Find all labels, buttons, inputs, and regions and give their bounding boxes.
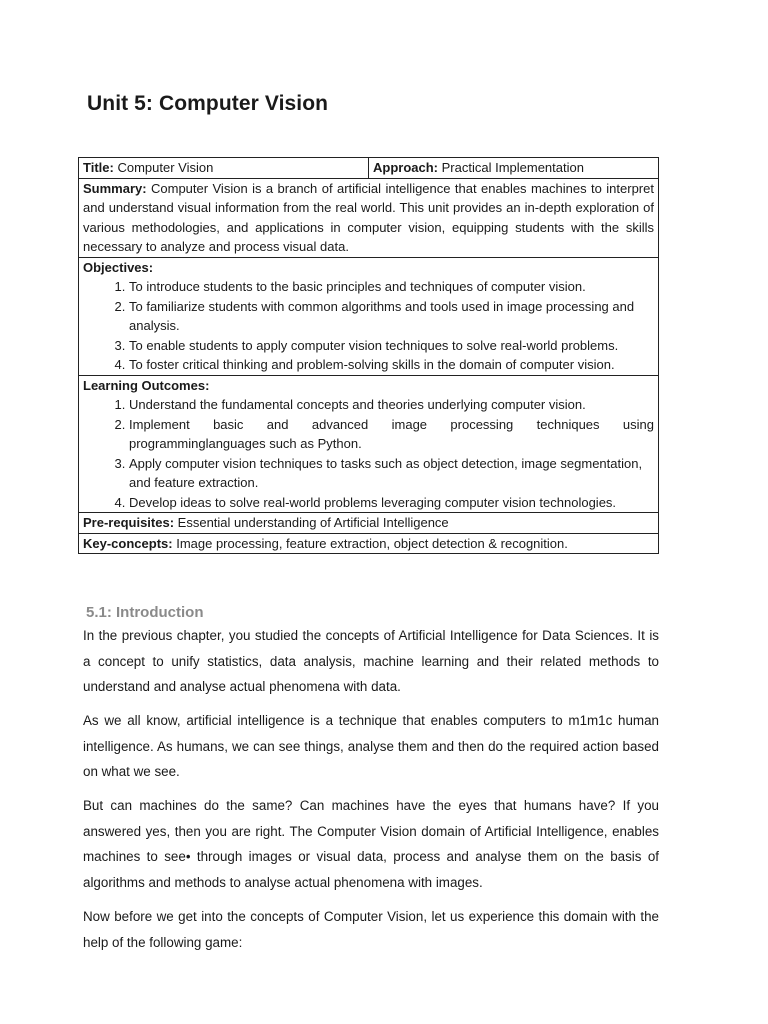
objectives-cell [79, 257, 659, 375]
list-item: 4. Develop ideas to solve real-world problems leveraging computer vision technologies. [129, 493, 654, 513]
title-value: Computer Vision [117, 160, 214, 175]
list-item: 1. Understand the fundamental concepts and theories underlying computer vision. [129, 395, 654, 415]
list-item: 4. To foster critical thinking and problem-solving skills in the domain of computer vision. [129, 355, 654, 375]
objectives-row [79, 257, 659, 375]
summary-text: Computer Vision is a branch of artificial intelligence that enables machines to interpret and understand visual information from the real world. This unit provides an in-depth exploration of various methodologies, and applications in computer vision, equipping students with the skills necessary to analyze and process visual data. [83, 180, 654, 254]
title-cell [79, 158, 369, 179]
approach-value: Practical Implementation [441, 160, 584, 175]
outcomes-cell [79, 375, 659, 513]
outcomes-row [79, 375, 659, 513]
summary-label: Summary: [83, 180, 147, 196]
title-row [79, 158, 659, 179]
objectives-label: Objectives: [83, 259, 154, 275]
prerequisites-row [79, 513, 659, 534]
paragraph: Now before we get into the concepts of Computer Vision, let us experience this domain with the help of the following game: [83, 909, 659, 950]
list-item: 3. Apply computer vision techniques to tasks such as object detection, image segmentation, and feature extraction. [129, 454, 654, 493]
unit-title: Unit 5: Computer Vision [87, 92, 329, 115]
objectives-list [83, 277, 654, 375]
paragraph: But can machines do the same? Can machines have the eyes that humans have? If you answered yes, then you are right. The Computer Vision domain of Artificial Intelligence, enables machines to see• through images or visual data, process and analyse them on the basis of algorithms and methods to analyse actual phenomena with images. [83, 798, 659, 890]
approach-label: Approach: [373, 160, 438, 175]
key-concepts-label: Key-concepts: [83, 535, 173, 551]
section-heading: 5.1: Introduction [86, 604, 204, 621]
title-label: Title: [83, 160, 114, 175]
prerequisites-cell [79, 513, 659, 534]
summary-cell [79, 178, 659, 257]
summary-row [79, 178, 659, 257]
unit-info-table [78, 157, 659, 554]
prerequisites-label: Pre-requisites: [83, 515, 175, 530]
key-concepts-value: Image processing, feature extraction, object detection & recognition. [176, 535, 568, 551]
outcomes-label: Learning Outcomes: [83, 377, 210, 393]
list-item: 2. To familiarize students with common algorithms and tools used in image processing and analysis. [129, 297, 654, 336]
paragraph: As we all know, artificial intelligence is a technique that enables computers to m1m1c human intelligence. As humans, we can see things, analyse them and then do the required action based on what we see. [83, 713, 659, 779]
list-item: 2. Implement basic and advanced image processing techniques using programminglanguages such as Python. [129, 415, 654, 454]
list-item: 1. To introduce students to the basic principles and techniques of computer vision. [129, 277, 654, 297]
prerequisites-value: Essential understanding of Artificial Intelligence [177, 515, 449, 530]
key-concepts-row [79, 533, 659, 554]
key-concepts-cell [79, 533, 659, 554]
paragraph: In the previous chapter, you studied the concepts of Artificial Intelligence for Data Sciences. It is a concept to unify statistics, data analysis, machine learning and their related methods to understand and analyse actual phenomena with data. [83, 628, 659, 694]
outcomes-list [83, 395, 654, 512]
approach-cell [369, 158, 659, 179]
list-item: 3. To enable students to apply computer vision techniques to solve real-world problems. [129, 336, 654, 356]
